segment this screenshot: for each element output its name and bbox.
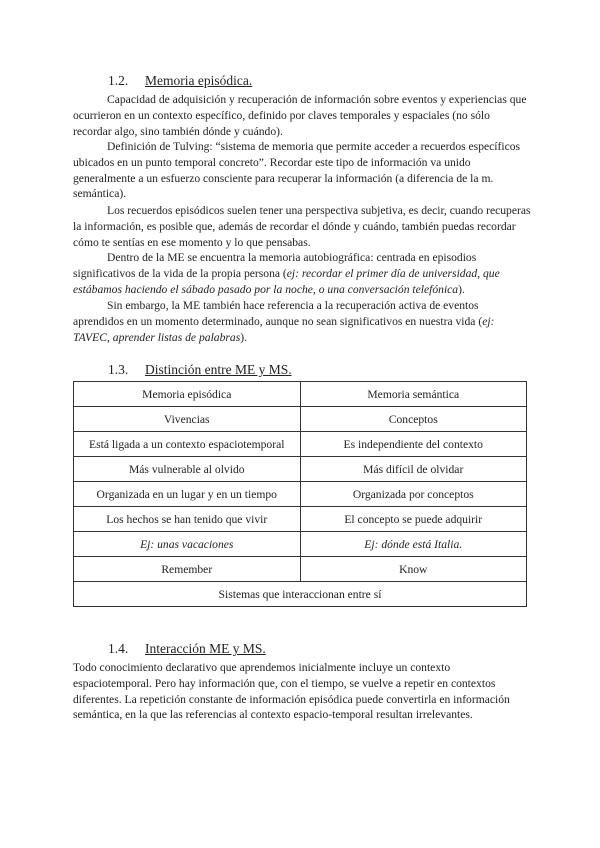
section-title: Memoria episódica. xyxy=(145,73,253,88)
table-cell: Es independiente del contexto xyxy=(300,432,527,457)
table-row xyxy=(74,507,527,532)
section-number: 1.2. xyxy=(108,73,129,88)
paragraph: Todo conocimiento declarativo que aprendemos inicialmente incluye un contexto espaciotemporal. Pero hay información que, con el tiempo, se vuelve a repetir en contextos diferentes. La repetición constante de información episódica puede convertirla en información semántica, en la que las referencias al contexto espacio-temporal resultan irrelevantes. xyxy=(73,661,510,722)
table-row xyxy=(74,482,527,507)
table-cell: Vivencias xyxy=(74,407,301,432)
table-cell: Organizada por conceptos xyxy=(300,482,527,507)
table-cell: Conceptos xyxy=(300,407,527,432)
table-row xyxy=(74,457,527,482)
table-row xyxy=(74,532,527,557)
example-text: ej: TAVEC, aprender listas de palabras xyxy=(73,314,495,344)
table-header-row xyxy=(74,382,527,407)
table-cell: Ej: unas vacaciones xyxy=(74,532,301,557)
paragraph: Los recuerdos episódicos suelen tener una perspectiva subjetiva, es decir, cuando recuperas la información, es posible que, además de recordar el dónde y cuándo, también puedas recordar cómo te sentías en ese momento y lo que pensabas. xyxy=(73,204,531,249)
section-heading-1-4 xyxy=(108,641,266,657)
table-row xyxy=(74,407,527,432)
table-footer-row xyxy=(74,582,527,607)
table-cell: Está ligada a un contexto espaciotemporal xyxy=(74,432,301,457)
paragraph: Definición de Tulving: “sistema de memoria que permite acceder a recuerdos específicos ubicados en un punto temporal concreto”. Recordar este tipo de información va unido generalmente a un esfuerzo consciente para recuperar la información (a diferencia de la m. semántica). xyxy=(73,140,521,201)
section-number: 1.4. xyxy=(108,641,129,656)
paragraph: Sin embargo, la ME también hace referencia a la recuperación activa de eventos aprendidos en un momento determinado, aunque no sean significativos en nuestra vida (ej: TAVEC, aprender listas de palabras). xyxy=(73,299,495,344)
section-number: 1.3. xyxy=(108,362,129,377)
table-cell: Más difícil de olvidar xyxy=(300,457,527,482)
table-cell: Los hechos se han tenido que vivir xyxy=(74,507,301,532)
table-cell: Más vulnerable al olvido xyxy=(74,457,301,482)
example-text: ej: recordar el primer día de universidad, que estábamos haciendo el sábado pasado por la noche, o una conversación telefónica xyxy=(73,266,500,296)
table-cell: Organizada en un lugar y en un tiempo xyxy=(74,482,301,507)
table-header-cell: Memoria episódica xyxy=(74,382,301,407)
comparison-table xyxy=(73,381,527,607)
table-cell: Know xyxy=(300,557,527,582)
section-title: Distinción entre ME y MS. xyxy=(145,362,292,377)
table-cell: El concepto se puede adquirir xyxy=(300,507,527,532)
table-row xyxy=(74,432,527,457)
section-title: Interacción ME y MS. xyxy=(145,641,266,656)
paragraph: Dentro de la ME se encuentra la memoria autobiográfica: centrada en episodios significativos de la vida de la propia persona (ej: recordar el primer día de universidad, que estábamos haciendo el sábado pasado por la noche, o una conversación telefónica). xyxy=(73,251,500,296)
table-footer-cell: Sistemas que interaccionan entre sí xyxy=(74,582,527,607)
table-cell: Ej: dónde está Italia. xyxy=(300,532,527,557)
section-heading-1-3 xyxy=(108,362,292,378)
table-cell: Remember xyxy=(74,557,301,582)
table-row xyxy=(74,557,527,582)
section-heading-1-2 xyxy=(108,73,252,89)
table-header-cell: Memoria semántica xyxy=(300,382,527,407)
paragraph: Capacidad de adquisición y recuperación de información sobre eventos y experiencias que ocurrieron en un contexto específico, definido por claves temporales y espaciales (no sólo recordar algo, sino también dónde y cuándo). xyxy=(73,93,527,138)
